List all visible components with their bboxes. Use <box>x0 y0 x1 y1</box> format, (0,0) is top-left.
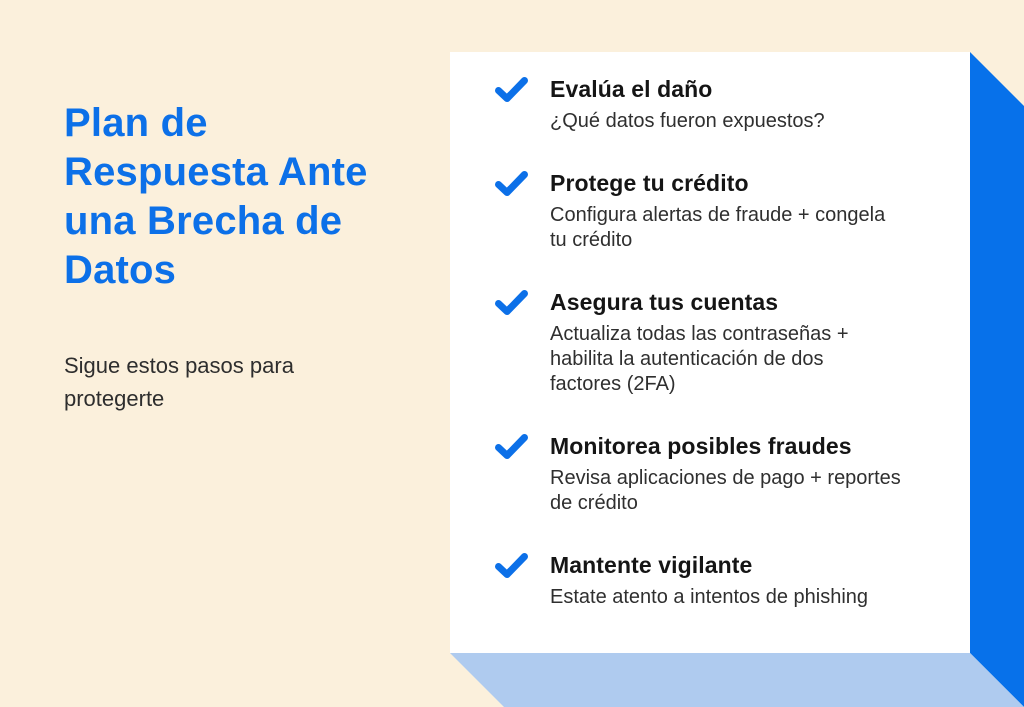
checklist-item-description: ¿Qué datos fueron expuestos? <box>550 110 825 132</box>
checklist-item-description: Configura alertas de fraude + congela tu crédito <box>550 204 886 251</box>
checklist-item-body <box>550 75 825 134</box>
intro-panel <box>64 99 412 415</box>
checklist-card <box>450 52 970 653</box>
page-subtitle: Sigue estos pasos para protegerte <box>64 353 294 411</box>
checklist-item-title: Mantente vigilante <box>550 552 753 578</box>
checklist-item-asegura-tus-cuentas <box>495 288 932 397</box>
checklist-item-body <box>550 432 901 516</box>
checklist-item-body <box>550 551 868 610</box>
checklist-item-description: Revisa aplicaciones de pago + reportes de crédito <box>550 467 901 514</box>
check-icon <box>495 290 528 316</box>
card-3d-side-face <box>970 52 1024 707</box>
checklist-item-title: Protege tu crédito <box>550 170 749 196</box>
checklist-item-description: Estate atento a intentos de phishing <box>550 586 869 608</box>
checklist-item-protege-tu-credito <box>495 169 932 253</box>
checklist-item-title: Evalúa el daño <box>550 76 713 102</box>
check-icon <box>495 171 528 197</box>
card-3d-bottom-face <box>450 653 1024 707</box>
checklist-item-body <box>550 288 849 397</box>
checklist-item-mantente-vigilante <box>495 551 932 610</box>
checklist-item-description: Actualiza todas las contraseñas + habilita la autenticación de dos factores (2FA) <box>550 323 849 395</box>
checklist-item-title: Asegura tus cuentas <box>550 289 779 315</box>
checklist-item-title: Monitorea posibles fraudes <box>550 433 852 459</box>
checklist-item-evalua-el-dano <box>495 75 932 134</box>
checklist-item-monitorea-posibles-fraudes <box>495 432 932 516</box>
check-icon <box>495 77 528 103</box>
checklist-item-body <box>550 169 885 253</box>
check-icon <box>495 553 528 579</box>
page-title: Plan de Respuesta Ante una Brecha de Datos <box>64 101 368 292</box>
check-icon <box>495 434 528 460</box>
